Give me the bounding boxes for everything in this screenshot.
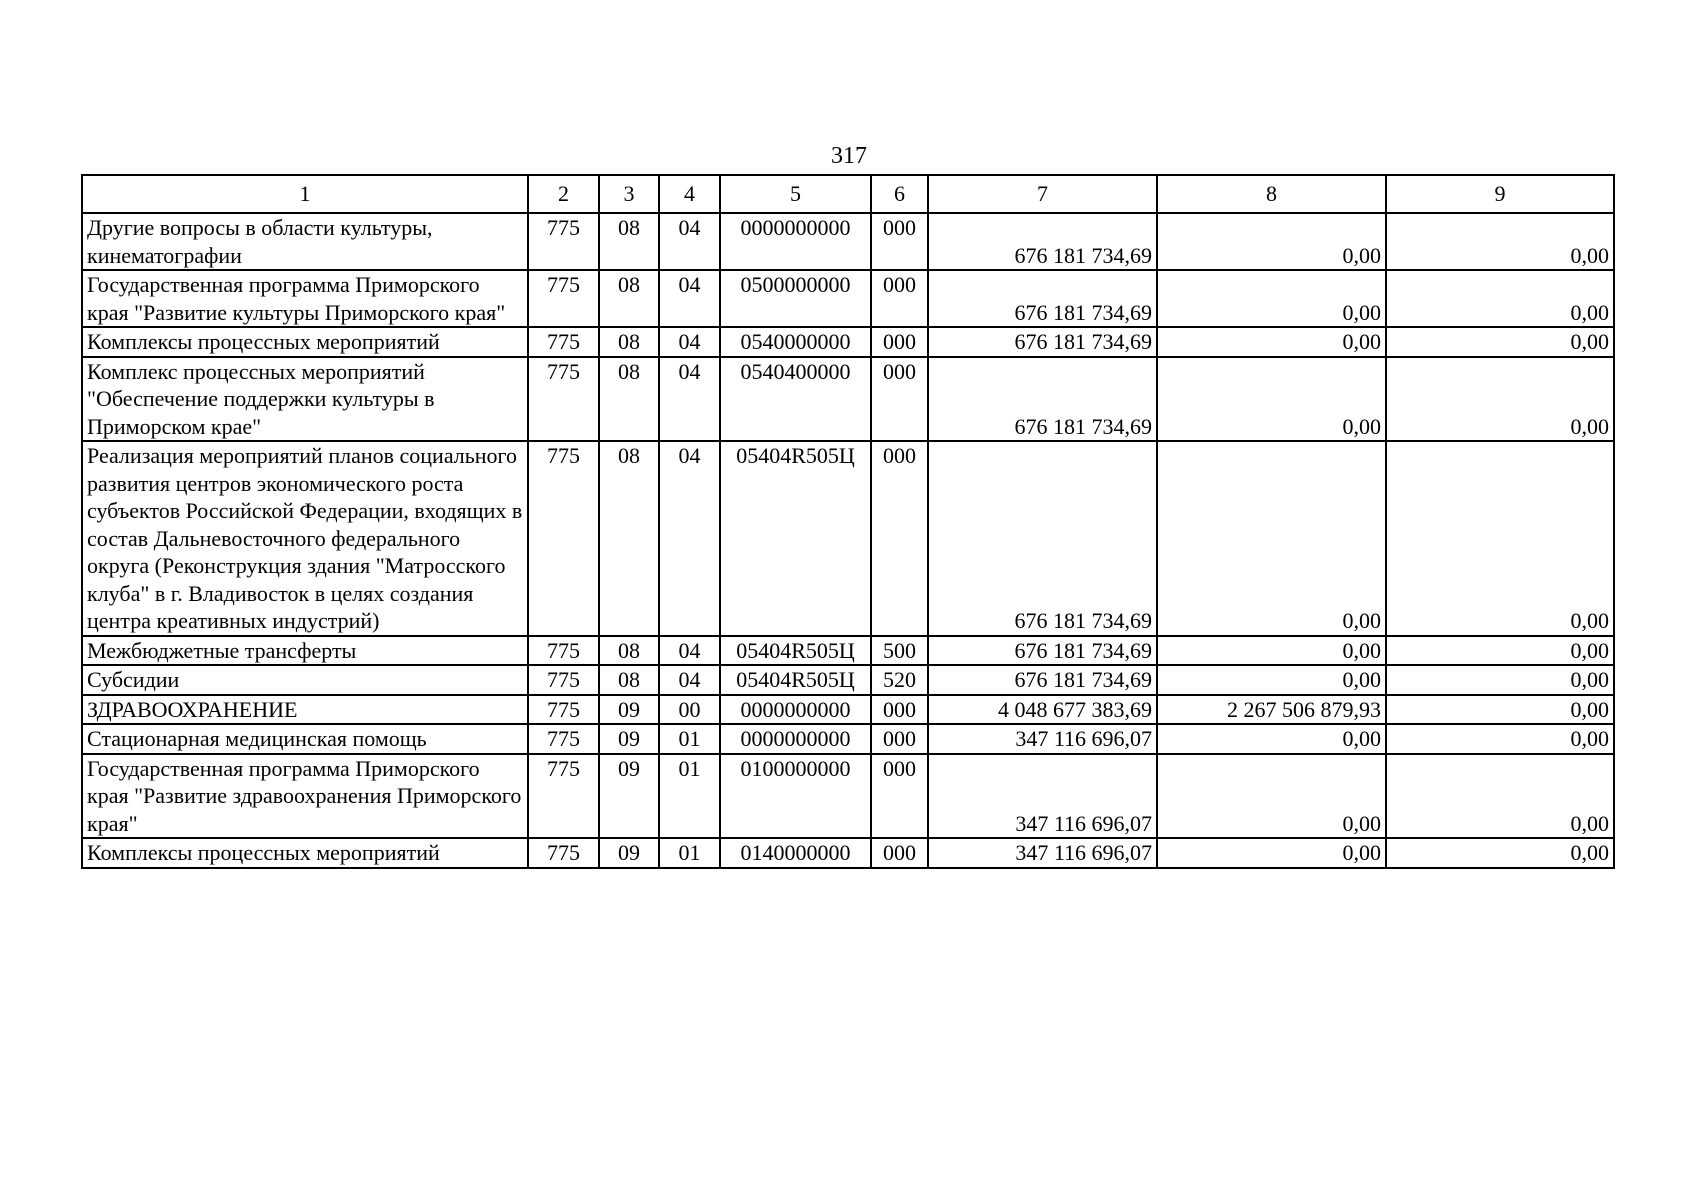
row-subsection: 04 <box>659 270 720 327</box>
header-col-8: 8 <box>1157 175 1386 213</box>
table-row <box>82 213 1614 270</box>
row-amount-total: 676 181 734,69 <box>928 665 1157 695</box>
row-section: 08 <box>599 636 659 666</box>
row-section: 08 <box>599 213 659 270</box>
row-subsection: 01 <box>659 754 720 839</box>
row-amount-col8: 0,00 <box>1157 270 1386 327</box>
row-amount-total: 676 181 734,69 <box>928 357 1157 442</box>
row-target-article: 0000000000 <box>720 695 871 725</box>
row-admin-code: 775 <box>528 327 599 357</box>
row-name: Реализация мероприятий планов социального развития центров экономического роста субъектов Российской Федерации, входящих в состав Дальневосточного федерального округа (Реконструкция здания "Матросского клуба" в г. Владивосток в целях создания центра креативных индустрий) <box>82 441 528 636</box>
row-subsection: 00 <box>659 695 720 725</box>
row-target-article: 0500000000 <box>720 270 871 327</box>
row-subsection: 04 <box>659 327 720 357</box>
table-row <box>82 327 1614 357</box>
row-admin-code: 775 <box>528 270 599 327</box>
row-section: 08 <box>599 441 659 636</box>
row-expense-type: 000 <box>871 270 928 327</box>
row-amount-col8: 0,00 <box>1157 636 1386 666</box>
header-col-4: 4 <box>659 175 720 213</box>
row-name: Межбюджетные трансферты <box>82 636 528 666</box>
row-expense-type: 520 <box>871 665 928 695</box>
row-admin-code: 775 <box>528 665 599 695</box>
row-amount-total: 676 181 734,69 <box>928 327 1157 357</box>
row-target-article: 0140000000 <box>720 838 871 868</box>
row-amount-col9: 0,00 <box>1386 665 1614 695</box>
table-row <box>82 754 1614 839</box>
row-amount-col9: 0,00 <box>1386 636 1614 666</box>
row-name: Субсидии <box>82 665 528 695</box>
row-admin-code: 775 <box>528 838 599 868</box>
row-target-article: 05404R505Ц <box>720 636 871 666</box>
budget-table <box>81 174 1615 869</box>
table-header <box>82 175 1614 213</box>
row-subsection: 04 <box>659 357 720 442</box>
row-expense-type: 000 <box>871 695 928 725</box>
row-section: 09 <box>599 695 659 725</box>
row-section: 09 <box>599 838 659 868</box>
row-admin-code: 775 <box>528 636 599 666</box>
row-expense-type: 000 <box>871 724 928 754</box>
row-amount-col9: 0,00 <box>1386 270 1614 327</box>
table-row <box>82 695 1614 725</box>
table-body <box>82 213 1614 868</box>
row-amount-total: 4 048 677 383,69 <box>928 695 1157 725</box>
row-amount-col9: 0,00 <box>1386 754 1614 839</box>
row-amount-total: 347 116 696,07 <box>928 838 1157 868</box>
header-col-7: 7 <box>928 175 1157 213</box>
row-subsection: 01 <box>659 838 720 868</box>
row-amount-total: 676 181 734,69 <box>928 270 1157 327</box>
row-expense-type: 000 <box>871 754 928 839</box>
row-amount-col8: 0,00 <box>1157 665 1386 695</box>
row-target-article: 0540000000 <box>720 327 871 357</box>
row-amount-col8: 0,00 <box>1157 327 1386 357</box>
row-target-article: 05404R505Ц <box>720 441 871 636</box>
row-name: Стационарная медицинская помощь <box>82 724 528 754</box>
row-section: 08 <box>599 665 659 695</box>
row-amount-col9: 0,00 <box>1386 213 1614 270</box>
row-amount-total: 676 181 734,69 <box>928 441 1157 636</box>
row-section: 08 <box>599 327 659 357</box>
row-expense-type: 000 <box>871 213 928 270</box>
table-row <box>82 665 1614 695</box>
row-section: 09 <box>599 754 659 839</box>
row-admin-code: 775 <box>528 695 599 725</box>
row-target-article: 05404R505Ц <box>720 665 871 695</box>
row-target-article: 0540400000 <box>720 357 871 442</box>
table-row <box>82 270 1614 327</box>
row-amount-total: 676 181 734,69 <box>928 636 1157 666</box>
header-col-2: 2 <box>528 175 599 213</box>
header-col-3: 3 <box>599 175 659 213</box>
row-amount-col8: 0,00 <box>1157 357 1386 442</box>
row-amount-total: 347 116 696,07 <box>928 724 1157 754</box>
row-admin-code: 775 <box>528 754 599 839</box>
row-amount-col8: 0,00 <box>1157 441 1386 636</box>
row-admin-code: 775 <box>528 213 599 270</box>
row-name: Государственная программа Приморского края "Развитие культуры Приморского края" <box>82 270 528 327</box>
row-amount-col9: 0,00 <box>1386 357 1614 442</box>
row-amount-col9: 0,00 <box>1386 724 1614 754</box>
row-amount-col8: 0,00 <box>1157 724 1386 754</box>
row-amount-col8: 0,00 <box>1157 213 1386 270</box>
row-amount-total: 676 181 734,69 <box>928 213 1157 270</box>
row-section: 09 <box>599 724 659 754</box>
row-subsection: 01 <box>659 724 720 754</box>
row-admin-code: 775 <box>528 724 599 754</box>
table-row <box>82 838 1614 868</box>
row-subsection: 04 <box>659 213 720 270</box>
row-target-article: 0000000000 <box>720 213 871 270</box>
row-name: Комплексы процессных мероприятий <box>82 838 528 868</box>
row-name: Другие вопросы в области культуры, кинематографии <box>82 213 528 270</box>
row-name: Государственная программа Приморского края "Развитие здравоохранения Приморского края" <box>82 754 528 839</box>
row-subsection: 04 <box>659 636 720 666</box>
row-section: 08 <box>599 357 659 442</box>
row-amount-col9: 0,00 <box>1386 838 1614 868</box>
row-expense-type: 000 <box>871 441 928 636</box>
row-amount-col8: 0,00 <box>1157 838 1386 868</box>
row-expense-type: 500 <box>871 636 928 666</box>
row-name: Комплекс процессных мероприятий "Обеспечение поддержки культуры в Приморском крае" <box>82 357 528 442</box>
row-amount-col9: 0,00 <box>1386 441 1614 636</box>
header-col-9: 9 <box>1386 175 1614 213</box>
row-expense-type: 000 <box>871 357 928 442</box>
row-amount-col8: 2 267 506 879,93 <box>1157 695 1386 725</box>
row-expense-type: 000 <box>871 327 928 357</box>
page-number: 317 <box>831 143 867 169</box>
header-col-6: 6 <box>871 175 928 213</box>
table-row <box>82 441 1614 636</box>
row-name: ЗДРАВООХРАНЕНИЕ <box>82 695 528 725</box>
header-col-1: 1 <box>82 175 528 213</box>
header-col-5: 5 <box>720 175 871 213</box>
row-subsection: 04 <box>659 665 720 695</box>
row-expense-type: 000 <box>871 838 928 868</box>
row-admin-code: 775 <box>528 441 599 636</box>
header-row <box>82 175 1614 213</box>
row-target-article: 0000000000 <box>720 724 871 754</box>
row-amount-col9: 0,00 <box>1386 695 1614 725</box>
table-row <box>82 636 1614 666</box>
row-section: 08 <box>599 270 659 327</box>
row-amount-col9: 0,00 <box>1386 327 1614 357</box>
row-amount-total: 347 116 696,07 <box>928 754 1157 839</box>
row-admin-code: 775 <box>528 357 599 442</box>
row-name: Комплексы процессных мероприятий <box>82 327 528 357</box>
table-row <box>82 724 1614 754</box>
row-subsection: 04 <box>659 441 720 636</box>
row-target-article: 0100000000 <box>720 754 871 839</box>
table-row <box>82 357 1614 442</box>
row-amount-col8: 0,00 <box>1157 754 1386 839</box>
